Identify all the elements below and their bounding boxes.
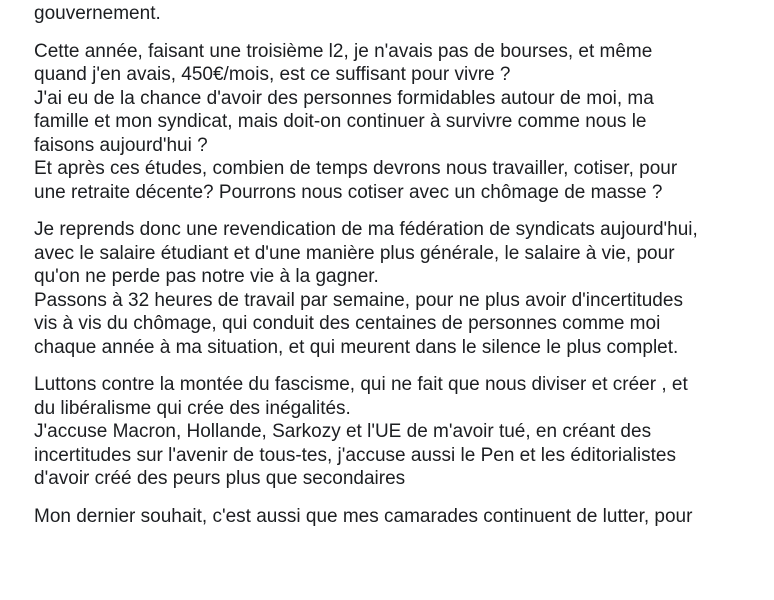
text-line: Et après ces études, combien de temps devrons nous travailler, cotiser, pour: [34, 158, 678, 179]
paragraph-1: [34, 2, 770, 26]
text-line: Je reprends donc une revendication de ma fédération de syndicats aujourd'hui,: [34, 219, 698, 240]
text-line: faisons aujourd'hui ?: [34, 134, 208, 156]
text-line: gouvernement.: [34, 3, 161, 24]
text-line: Passons à 32 heures de travail par semaine, pour ne plus avoir d'incertitudes: [34, 289, 683, 311]
text-line: incertitudes sur l'avenir de tous-tes, j'accuse aussi le Pen et les éditorialistes: [34, 444, 676, 466]
paragraph-2: [34, 40, 770, 205]
text-line: vis à vis du chômage, qui conduit des centaines de personnes comme moi: [34, 313, 661, 334]
text-line: d'avoir créé des peurs plus que secondaires: [34, 468, 406, 489]
post-body: [34, 0, 770, 542]
paragraph-5: [34, 505, 770, 529]
text-line: qu'on ne perde pas notre vie à la gagner.: [34, 266, 379, 287]
text-line: avec le salaire étudiant et d'une manière plus générale, le salaire à vie, pour: [34, 242, 675, 264]
text-line: une retraite décente? Pourrons nous cotiser avec un chômage de masse ?: [34, 181, 663, 203]
text-line: chaque année à ma situation, et qui meurent dans le silence le plus complet.: [34, 336, 679, 358]
text-line: J'accuse Macron, Hollande, Sarkozy et l'UE de m'avoir tué, en créant des: [34, 421, 652, 442]
text-line: J'ai eu de la chance d'avoir des personnes formidables autour de moi, ma: [34, 87, 654, 109]
paragraph-4: [34, 373, 770, 491]
text-line: du libéralisme qui crée des inégalités.: [34, 397, 351, 419]
paragraph-3: [34, 218, 770, 359]
text-line: Mon dernier souhait, c'est aussi que mes camarades continuent de lutter, pour: [34, 505, 693, 527]
text-line: famille et mon syndicat, mais doit-on continuer à survivre comme nous le: [34, 111, 647, 132]
text-line: quand j'en avais, 450€/mois, est ce suffisant pour vivre ?: [34, 64, 511, 85]
text-line: Cette année, faisant une troisième l2, je n'avais pas de bourses, et même: [34, 40, 653, 62]
text-line: Luttons contre la montée du fascisme, qui ne fait que nous diviser et créer , et: [34, 374, 688, 395]
